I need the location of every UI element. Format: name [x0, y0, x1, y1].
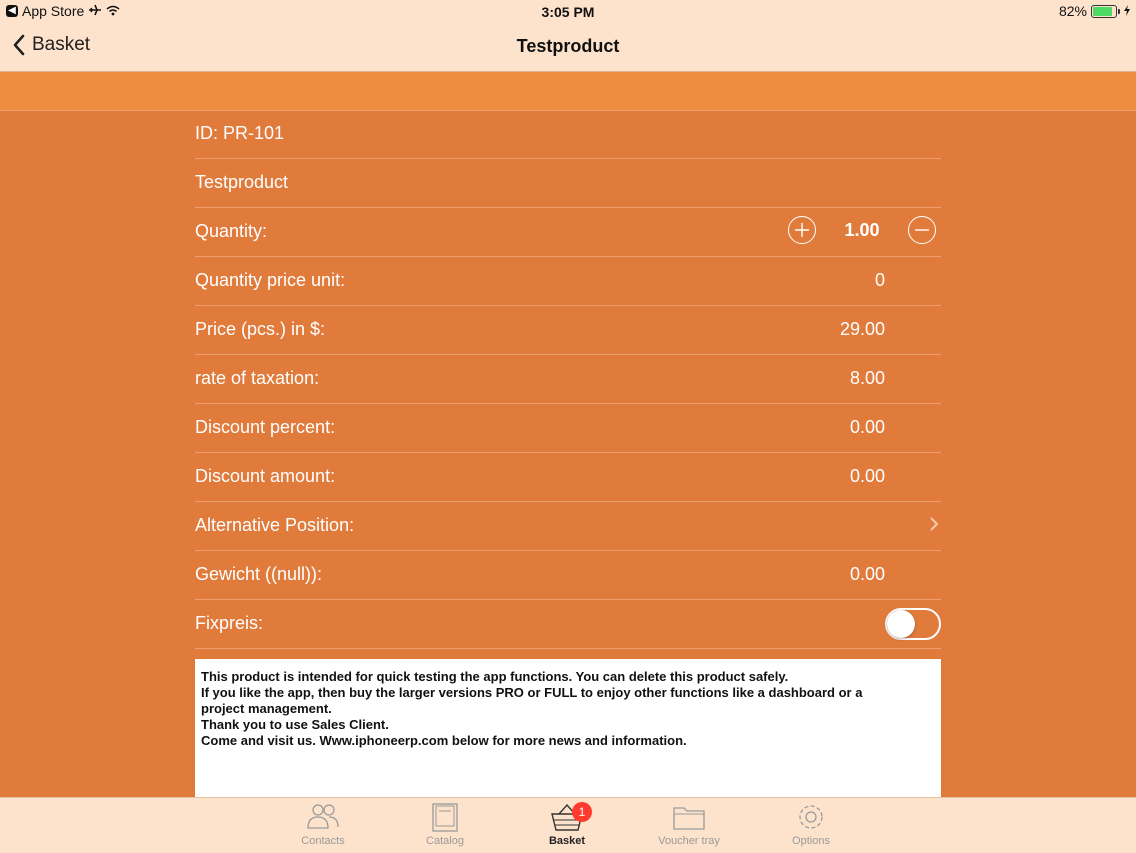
navigation-bar [0, 24, 1136, 72]
back-to-app-icon[interactable]: ◀ [6, 5, 18, 17]
product-form [195, 110, 941, 649]
status-time: 3:05 PM [541, 4, 595, 20]
back-button-label: Basket [32, 34, 91, 55]
tab-contacts-label: Contacts [301, 835, 345, 847]
minus-icon [914, 222, 930, 238]
quantity-row [195, 208, 941, 257]
price-label: Price (pcs.) in $: [195, 319, 326, 339]
tab-options[interactable] [766, 802, 856, 847]
name-row[interactable] [195, 159, 941, 208]
discount-percent-label: Discount percent: [195, 417, 336, 437]
quantity-value[interactable]: 1.00 [844, 219, 880, 240]
discount-percent-row[interactable] [195, 404, 941, 453]
catalog-icon [427, 802, 463, 832]
quantity-price-unit-label: Quantity price unit: [195, 270, 346, 290]
weight-label: Gewicht ((null)): [195, 564, 323, 584]
tax-rate-value[interactable]: 8.00 [849, 368, 885, 388]
product-description[interactable]: This product is intended for quick testing the app functions. You can delete this product safely. If you like the app, then buy the larger versions PRO or FULL to enjoy other functions like a dashboard or a project management. Thank you to use Sales Client. Come and visit us. Www.iphoneerp.com below for more news and information. [195, 659, 941, 798]
product-name[interactable]: Testproduct [195, 172, 289, 192]
tab-options-label: Options [792, 835, 830, 847]
tab-voucher-tray[interactable] [644, 802, 734, 847]
weight-value[interactable]: 0.00 [849, 564, 885, 584]
quantity-stepper[interactable] [788, 216, 936, 244]
page-title: Testproduct [516, 36, 620, 56]
battery-icon [1091, 5, 1117, 18]
tab-basket[interactable] [522, 802, 612, 847]
increment-button[interactable] [788, 216, 816, 244]
decrement-button[interactable] [908, 216, 936, 244]
basket-count-badge: 1 [572, 802, 592, 822]
tab-catalog[interactable] [400, 802, 490, 847]
discount-amount-row[interactable] [195, 453, 941, 502]
alternative-position-row[interactable] [195, 502, 941, 551]
plus-icon [794, 222, 810, 238]
fixed-price-row [195, 600, 941, 649]
folder-icon [671, 802, 707, 832]
quantity-price-unit-value[interactable]: 0 [874, 270, 885, 290]
chevron-right-icon [929, 516, 939, 537]
tax-rate-label: rate of taxation: [195, 368, 320, 388]
tab-catalog-label: Catalog [426, 835, 464, 847]
quantity-label: Quantity: [195, 221, 268, 241]
id-row [195, 110, 941, 159]
battery-percent: 82% [1058, 3, 1087, 19]
discount-amount-label: Discount amount: [195, 466, 336, 486]
product-id: ID: PR-101 [195, 123, 285, 143]
tab-basket-label: Basket [548, 835, 586, 847]
tab-voucher-tray-label: Voucher tray [658, 835, 720, 847]
status-bar [0, 0, 1136, 24]
gear-icon [793, 802, 829, 832]
price-row[interactable] [195, 306, 941, 355]
tab-contacts[interactable] [278, 802, 368, 847]
weight-row[interactable] [195, 551, 941, 600]
tax-rate-row[interactable] [195, 355, 941, 404]
charging-icon [1124, 3, 1130, 19]
header-band [0, 72, 1136, 111]
contacts-icon [305, 802, 341, 832]
price-value[interactable]: 29.00 [839, 319, 885, 339]
status-right [1059, 3, 1130, 19]
alternative-position-label: Alternative Position: [195, 515, 355, 535]
discount-amount-value[interactable]: 0.00 [849, 466, 885, 486]
fixed-price-label: Fixpreis: [195, 613, 264, 633]
carrier-label[interactable]: App Store [22, 3, 85, 19]
quantity-price-unit-row[interactable] [195, 257, 941, 306]
discount-percent-value[interactable]: 0.00 [849, 417, 885, 437]
tab-bar [0, 797, 1136, 853]
fixed-price-toggle[interactable] [885, 608, 941, 640]
